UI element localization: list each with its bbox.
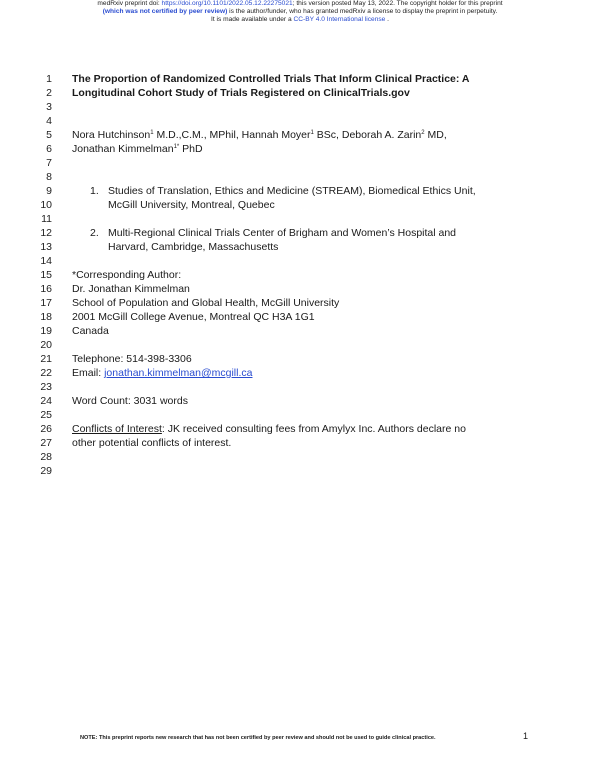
conflicts-line-2: other potential conflicts of interest. xyxy=(72,437,232,449)
word-count: Word Count: 3031 words xyxy=(72,395,188,407)
author-text: M.D.,C.M., MPhil, Hannah Moyer xyxy=(153,129,311,141)
line-number: 26 xyxy=(40,423,52,435)
line-number: 12 xyxy=(40,227,52,239)
affiliation-sup: 1* xyxy=(173,144,180,150)
line-number: 17 xyxy=(40,297,52,309)
banner-line-1 xyxy=(0,0,600,8)
line-number: 18 xyxy=(40,311,52,323)
line-number: 3 xyxy=(46,101,52,113)
title-line-2: Longitudinal Cohort Study of Trials Registered on ClinicalTrials.gov xyxy=(72,87,410,99)
email-label: Email: xyxy=(72,367,105,379)
page-number: 1 xyxy=(523,731,529,741)
affiliation-2-line-2: Harvard, Cambridge, Massachusetts xyxy=(108,241,279,253)
author-text: PhD xyxy=(179,143,203,155)
authors-line-2 xyxy=(72,142,203,156)
corresponding-address: 2001 McGill College Avenue, Montreal QC H3A 1G1 xyxy=(72,311,315,323)
affiliation-2-line-1: Multi-Regional Clinical Trials Center of Brigham and Women’s Hospital and xyxy=(108,227,457,239)
line-number: 14 xyxy=(40,255,52,267)
line-number: 21 xyxy=(40,353,52,365)
author-text: MD, xyxy=(424,129,447,141)
corresponding-country: Canada xyxy=(72,325,109,337)
authors-line-1 xyxy=(72,128,447,142)
line-number: 29 xyxy=(40,465,52,477)
corresponding-school: School of Population and Global Health, McGill University xyxy=(72,297,340,309)
line-number: 22 xyxy=(40,367,52,379)
conflicts-line-1 xyxy=(72,422,466,436)
conflicts-text: : JK received consulting fees from Amylyx Inc. Authors declare no xyxy=(161,423,466,435)
corresponding-heading: *Corresponding Author: xyxy=(72,269,182,281)
line-number: 16 xyxy=(40,283,52,295)
banner-text: . xyxy=(385,16,390,24)
peer-review-note: (which was not certified by peer review) xyxy=(102,8,228,16)
line-number: 20 xyxy=(40,339,52,351)
email-link[interactable]: jonathan.kimmelman@mcgill.ca xyxy=(104,367,253,379)
line-number: 13 xyxy=(40,241,52,253)
affiliation-sup: 1 xyxy=(150,130,154,136)
line-number: 1 xyxy=(46,73,52,85)
telephone: Telephone: 514-398-3306 xyxy=(72,353,192,365)
line-number: 5 xyxy=(46,129,52,141)
affiliation-sup: 2 xyxy=(421,130,425,136)
affiliation-1-line-2: McGill University, Montreal, Quebec xyxy=(108,199,275,211)
line-number: 9 xyxy=(46,185,52,197)
line-number: 28 xyxy=(40,451,52,463)
banner-text: ; this version posted May 13, 2022. The copyright holder for this preprint xyxy=(292,0,503,7)
line-number: 24 xyxy=(40,395,52,407)
banner-text: It is made available under a xyxy=(210,16,294,24)
line-number: 11 xyxy=(41,213,52,225)
author-name: Nora Hutchinson xyxy=(72,129,151,141)
banner-line-2 xyxy=(0,8,600,16)
banner-text: is the author/funder, who has granted medRxiv a license to display the preprint in perpetuity. xyxy=(227,8,498,16)
affiliation-sup: 1 xyxy=(310,130,314,136)
affiliation-1-line-1: Studies of Translation, Ethics and Medicine (STREAM), Biomedical Ethics Unit, xyxy=(108,185,476,197)
line-number: 6 xyxy=(46,143,52,155)
title-line-1: The Proportion of Randomized Controlled Trials That Inform Clinical Practice: A xyxy=(72,73,470,85)
license-link[interactable]: CC-BY 4.0 International license xyxy=(293,16,386,24)
banner-text: medRxiv preprint doi: xyxy=(97,0,162,7)
line-number: 4 xyxy=(46,115,52,127)
preprint-footer-note: NOTE: This preprint reports new research that has not been certified by peer review and should not be used to guide clinical practice. xyxy=(80,735,436,741)
line-number: 10 xyxy=(40,199,52,211)
line-number: 8 xyxy=(46,171,52,183)
doi-link[interactable]: https://doi.org/10.1101/2022.05.12.22275021 xyxy=(161,0,293,7)
banner-line-3 xyxy=(0,16,600,24)
affiliation-1-number: 1. xyxy=(90,185,99,197)
line-number: 2 xyxy=(46,87,52,99)
line-number: 25 xyxy=(40,409,52,421)
corresponding-name: Dr. Jonathan Kimmelman xyxy=(72,283,190,295)
conflicts-label: Conflicts of Interest xyxy=(72,423,162,435)
preprint-banner xyxy=(0,0,600,25)
line-number: 27 xyxy=(40,437,52,449)
affiliation-2-number: 2. xyxy=(90,227,99,239)
line-number: 23 xyxy=(40,381,52,393)
author-text: BSc, Deborah A. Zarin xyxy=(313,129,422,141)
author-name: Jonathan Kimmelman xyxy=(72,143,174,155)
line-number: 7 xyxy=(46,157,52,169)
email-line xyxy=(72,366,252,380)
line-number: 15 xyxy=(40,269,52,281)
line-number: 19 xyxy=(40,325,52,337)
